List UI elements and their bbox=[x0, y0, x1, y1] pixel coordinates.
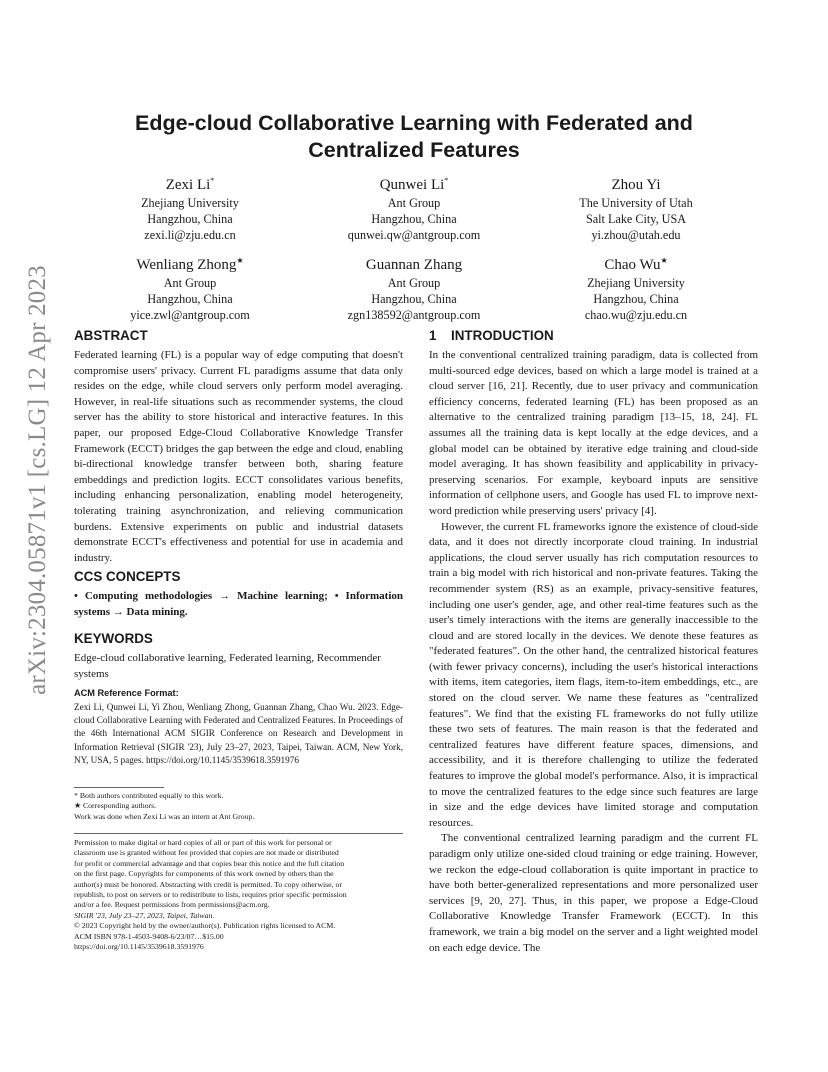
author-location: Hangzhou, China bbox=[371, 292, 457, 306]
author-affiliation: Zhejiang University bbox=[587, 276, 685, 290]
section-title: INTRODUCTION bbox=[451, 328, 554, 343]
section-number: 1 bbox=[429, 328, 437, 343]
author-affiliation: The University of Utah bbox=[579, 196, 693, 210]
footnote-corresponding: ★ Corresponding authors. bbox=[74, 801, 157, 811]
author-mark: ★ bbox=[660, 256, 668, 265]
arxiv-stamp bbox=[18, 265, 58, 695]
footnote-rule bbox=[74, 787, 164, 788]
intro-paragraph-3: The conventional centralized learning paradigm and the current FL paradigm only utilize one-sided cloud training or edge training. However, we reckon the edge-cloud collaboration is quite important in practice to have both better-generalized representations and more personalized user services [9, 20, 27]. Thus, in this paper, we propose a Edge-Cloud Collaborative Knowledge Transfer Framework (ECCT). In this framework, we train a big model on the server and a light weighted model on each edge device. The bbox=[429, 832, 758, 954]
ccs-heading: CCS CONCEPTS bbox=[74, 569, 181, 584]
permission-line: for profit or commercial advantage and that copies bear this notice and the full citation bbox=[74, 858, 345, 868]
keywords-heading: KEYWORDS bbox=[74, 631, 153, 646]
author-block bbox=[516, 251, 756, 323]
copyright-line: © 2023 Copyright held by the owner/author(s). Publication rights licensed to ACM. bbox=[74, 921, 336, 931]
venue-line: SIGIR '23, July 23–27, 2023, Taipei, Taiwan. bbox=[74, 910, 215, 920]
permission-line: Permission to make digital or hard copies of all or part of this work for personal or bbox=[74, 838, 332, 847]
author-mark: ★ bbox=[236, 256, 244, 265]
paper-title bbox=[80, 110, 748, 164]
author-email: zexi.li@zju.edu.cn bbox=[144, 228, 236, 242]
introduction-section bbox=[429, 327, 758, 956]
footnote-intern: Work was done when Zexi Li was an intern at Ant Group. bbox=[74, 811, 255, 821]
ccs-text: • Computing methodologies → Machine learning; • Information systems → Data mining. bbox=[74, 590, 403, 618]
author-location: Hangzhou, China bbox=[593, 292, 679, 306]
author-name: Zhou Yi bbox=[611, 177, 661, 193]
author-name: Wenliang Zhong bbox=[136, 257, 237, 273]
author-email: zgn138592@antgroup.com bbox=[347, 308, 481, 322]
author-block bbox=[516, 171, 756, 243]
author-block bbox=[70, 171, 310, 243]
footnotes bbox=[74, 791, 403, 822]
permission-line: republish, to post on servers or to redistribute to lists, requires prior specific permission bbox=[74, 890, 347, 900]
author-location: Salt Lake City, USA bbox=[585, 212, 687, 226]
permission-line: classroom use is granted without fee provided that copies are not made or distributed bbox=[74, 848, 339, 858]
arxiv-id: arXiv:2304.05871v1 [cs.LG] 12 Apr 2023 bbox=[24, 265, 51, 695]
author-affiliation: Ant Group bbox=[387, 276, 441, 290]
footnote-equal: * Both authors contributed equally to this work. bbox=[74, 791, 224, 800]
author-email: qunwei.qw@antgroup.com bbox=[347, 228, 481, 242]
author-email: chao.wu@zju.edu.cn bbox=[584, 308, 688, 322]
author-location: Hangzhou, China bbox=[371, 212, 457, 226]
ccs-section bbox=[74, 568, 403, 620]
reference-format-heading: ACM Reference Format: bbox=[74, 688, 179, 698]
permission-block bbox=[74, 838, 403, 952]
author-name: Zexi Li bbox=[165, 177, 211, 193]
introduction-heading bbox=[429, 327, 758, 344]
isbn-line: ACM ISBN 978-1-4503-9408-6/23/07…$15.00 bbox=[74, 931, 224, 941]
permission-rule bbox=[74, 833, 403, 834]
author-name: Chao Wu bbox=[604, 257, 661, 273]
keywords-section bbox=[74, 630, 403, 682]
permission-line: author(s) must be honored. Abstracting with credit is permitted. To copy otherwise, or bbox=[74, 879, 343, 889]
doi-line: https://doi.org/10.1145/3539618.3591976 bbox=[74, 942, 204, 952]
abstract-section bbox=[74, 327, 403, 566]
author-affiliation: Ant Group bbox=[387, 196, 441, 210]
author-mark: * bbox=[444, 176, 449, 185]
intro-paragraph-1: In the conventional centralized training paradigm, data is collected from multi-sourced edge devices, based on which a large model is trained at a cloud server [16, 21]. Recently, due to user privacy and communication efficiency concerns, federated learning (FL) has been proposed as an alternative to the centralized training paradigm [13–15, 18, 24]. FL assumes all the training data is kept locally at the edge devices, and a global model can be obtained by iterative edge training and cloud-side model averaging. It has shown feasibility and applicability in privacy-preserving scenarios. For example, keyboard inputs are sensitive information of cellphone users, and Google has used FL to improve next-word prediction while preserving users' privacy [4]. bbox=[429, 349, 758, 517]
author-block bbox=[294, 171, 534, 243]
abstract-heading: ABSTRACT bbox=[74, 328, 148, 343]
author-block bbox=[294, 251, 534, 323]
author-location: Hangzhou, China bbox=[147, 292, 233, 306]
keywords-text: Edge-cloud collaborative learning, Federated learning, Recommender systems bbox=[74, 652, 381, 680]
permission-line: on the first page. Copyrights for components of this work owned by others than the bbox=[74, 869, 334, 879]
abstract-text: Federated learning (FL) is a popular way of edge computing that doesn't compromise users' privacy. Current FL paradigms assume that data only resides on the edge, while cloud servers only perform model averaging. However, in real-life situations such as recommender systems, the cloud server has the ability to store historical and interactive features. In this paper, our proposed Edge-Cloud Collaborative Knowledge Transfer Framework (ECCT) bridges the gap between the edge and cloud, enabling bi-directional knowledge transfer between both, sharing feature embeddings and prediction logits. ECCT consolidates various benefits, including enhancing personalization, enabling model heterogeneity, tolerating training asynchronization, and relieving communication burdens. Extensive experiments on public and industrial datasets demonstrate ECCT's effectiveness and potential for use in academia and industry. bbox=[74, 349, 403, 564]
reference-format-text: Zexi Li, Qunwei Li, Yi Zhou, Wenliang Zhong, Guannan Zhang, Chao Wu. 2023. Edge-cloud Collaborative Learning with Federated and Centralized Features. In Proceedings of the 46th International ACM SIGIR Conference on Research and Development in Information Retrieval (SIGIR '23), July 23–27, 2023, Taipei, Taiwan. ACM, New York, NY, USA, 5 pages. https://doi.org/10.1145/3539618.3591976 bbox=[74, 702, 403, 765]
title-line-1: Edge-cloud Collaborative Learning with Federated and bbox=[135, 111, 693, 135]
author-affiliation: Ant Group bbox=[163, 276, 217, 290]
author-name: Guannan Zhang bbox=[365, 257, 463, 273]
reference-format-section bbox=[74, 687, 403, 767]
author-name: Qunwei Li bbox=[379, 177, 445, 193]
author-affiliation: Zhejiang University bbox=[141, 196, 239, 210]
author-location: Hangzhou, China bbox=[147, 212, 233, 226]
author-mark: * bbox=[210, 176, 215, 185]
author-block bbox=[70, 251, 310, 323]
permission-line: and/or a fee. Request permissions from permissions@acm.org. bbox=[74, 900, 270, 910]
author-email: yi.zhou@utah.edu bbox=[591, 228, 681, 242]
intro-paragraph-2: However, the current FL frameworks ignore the existence of cloud-side data, and it does not directly incorporate cloud training. In industrial applications, the cloud server usually has rich computation resources to train a big model with rich historical and non-private features. Taking the recommender system (RS) as an example, privacy-sensitive features, including one user's gender, age, and other real-time features such as the user's timely interactions with the items are generally inaccessible to the cloud and are stored locally in the devices. We denote these features as "federated features". On the other hand, the centralized historical features (with fewer privacy concerns), including the user's historical interactions with items, item categories, item flags, item-to-item embeddings, etc., are stored on the cloud server. We name these features as "centralized features". We find that the existing FL frameworks do not fully utilize these two sets of features. The main reason is that the federated and centralized features have different feature spaces, dimensions, and accessibility, and it is therefore challenging to utilize the federated features to improve the global model's performance. Also, it is impractical to move the centralized features to the edge since such features are large in size and the edge devices have limited storage and computation resources. bbox=[429, 520, 758, 829]
title-line-2: Centralized Features bbox=[308, 138, 520, 162]
author-email: yice.zwl@antgroup.com bbox=[130, 308, 250, 322]
